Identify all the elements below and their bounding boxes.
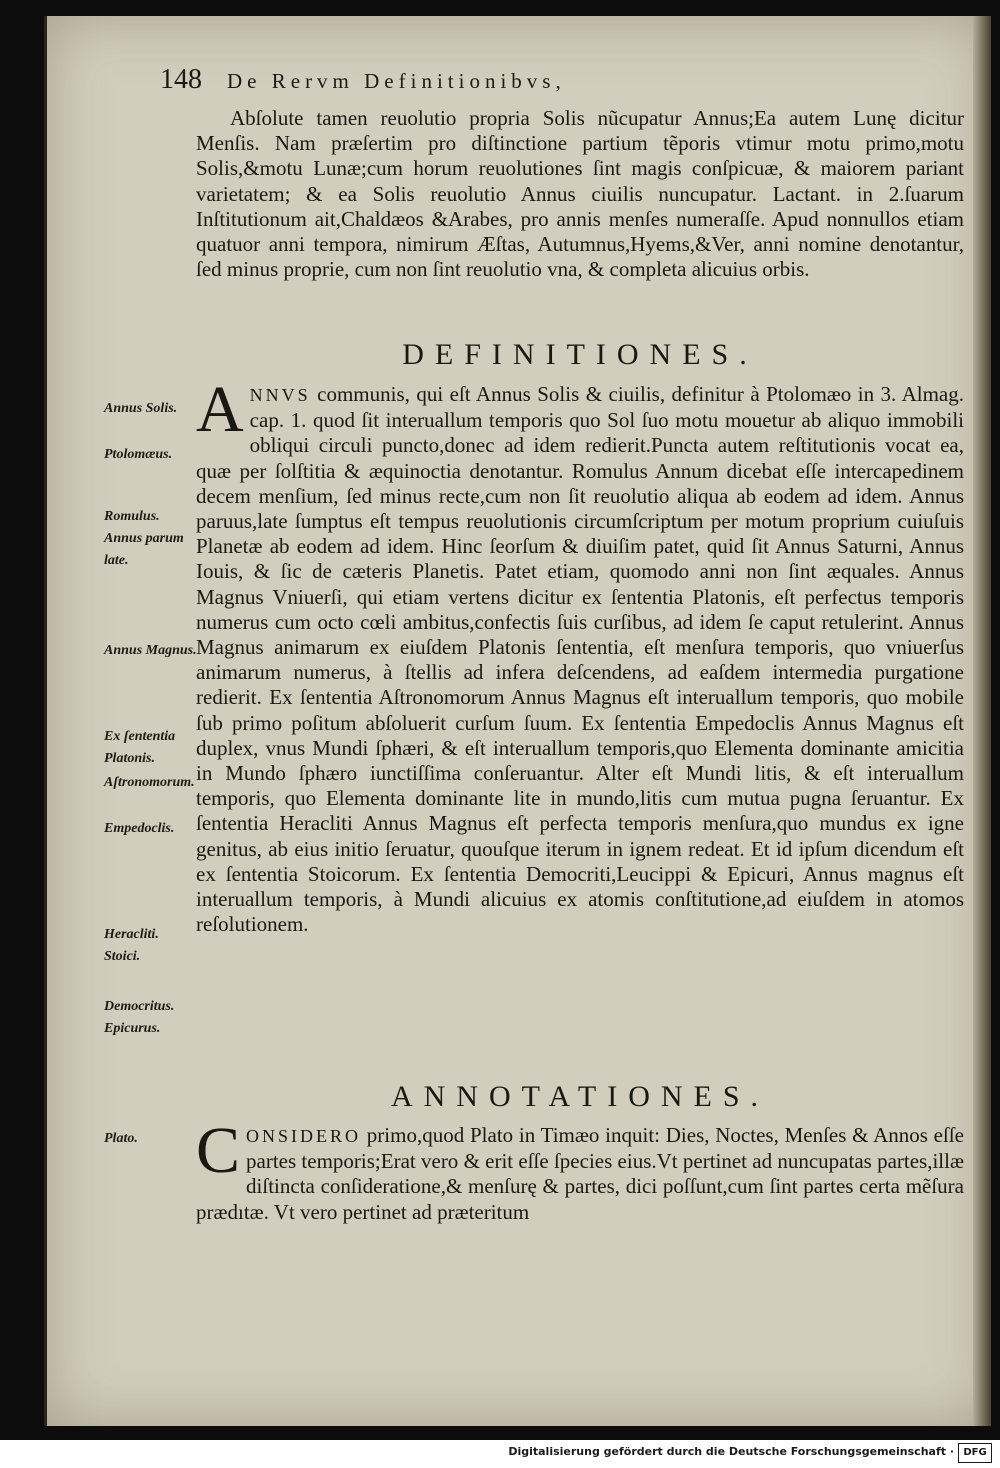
margin-note: Heracliti. <box>104 927 159 942</box>
margin-note: Plato. <box>104 1131 138 1146</box>
definitiones-first-word: NNVS <box>249 385 311 405</box>
margin-note: Epicurus. <box>104 1021 161 1036</box>
annotationes-dropcap: C <box>196 1114 241 1187</box>
margin-note: Stoici. <box>104 949 141 964</box>
margin-note: Annus parum late. <box>104 531 184 568</box>
margin-note: Empedoclis. <box>104 821 175 836</box>
annotationes-heading: ANNOTATIONES. <box>390 1080 770 1113</box>
definitiones-heading: DEFINITIONES. <box>402 338 758 371</box>
running-title: De Rervm Definitionibvs, <box>227 69 566 93</box>
margin-note: Ptolomæus. <box>104 447 173 462</box>
intro-paragraph <box>196 106 964 282</box>
definitiones-paragraph <box>196 373 964 937</box>
margin-note: Romulus. <box>104 509 160 524</box>
footer-credit: Digitalisierung gefördert durch die Deutsche Forschungsgemeinschaft · <box>508 1445 954 1458</box>
running-head <box>160 64 960 96</box>
intro-text: Abſolute tamen reuolutio propria Solis nũcupatur Annus;Ea autem Lunę dicitur Menſis. Nam præſertim pro diſtinctione partium tẽporis vtimur motu primo,motu Solis,&motu Lunæ;cum horum reuolutiones ſint magis conſpicuæ, & maiorem pariant varietatem; & ea Solis reuolutio Annus ciuilis nuncupatur. Lactant. in 2.ſuarum Inſtitutionum ait,Chaldæos &Arabes, pro annis menſes numeraſſe. Apud nonnullos etiam quatuor anni tempora, nimirum Æſtas, Autumnus,Hyems,&Ver, anni nomine denotantur, ſed minus proprie, cum non ſint reuolutio vna, & completa alicuius orbis. <box>196 106 964 282</box>
margin-note: Annus Solis. <box>104 401 178 416</box>
footer-bar <box>0 1440 1000 1468</box>
dfg-logo: DFG <box>958 1443 992 1463</box>
annotationes-paragraph <box>196 1114 964 1225</box>
annotationes-first-word: ONSIDERO <box>246 1126 362 1146</box>
definitiones-dropcap: A <box>196 373 244 446</box>
margin-note: Ex ſententia Platonis. <box>104 729 176 766</box>
margin-note: Aſtronomorum. <box>104 775 195 790</box>
page-number: 148 <box>160 64 202 95</box>
margin-note: Democritus. <box>104 999 175 1014</box>
definitiones-text: communis, qui eſt Annus Solis & ciuilis, definitur à Ptolomæo in 3. Almag. cap. 1. quod ſit interuallum temporis quo Sol ſuo motu mouetur ab aliquo immobili obliqui circuli puncto,donec ad idem redierit.Puncta autem reſtitutionis vocat ea, quæ per ſolſtitia & æquinoctia denotantur. Romulus Annum dicebat eſſe intercapedinem decem menſium, ſed minus recte,cum non ſit reuolutio aliqua ab eodem ad idem. Annus paruus,late ſumptus eſt tempus reuolutionis circumſcriptum per motum proprium cuiuſuis Planetæ ab eodem ad idem. Hinc ſeorſum & diuiſim patet, quid ſit Annus Saturni, Annus Iouis, & ſic de cæteris Planetis. Patet etiam, quomodo anni non ſint æquales. Annus Magnus Vniuerſi, qui etiam vertens dicitur ex ſententia Platonis, eſt perfectus temporis numerus cum octo cœli ambitus,confectis ſuis curſibus, ad idem ſe caput retulerint. Annus Magnus animarum ex eiuſdem Platonis ſententia, eſt menſura temporis, quo vniuerſus animarum numerus, à ſtellis ad infera deſcendens, ad eaſdem intermedia purgatione redierit. Ex ſententia Aſtronomorum Annus Magnus eſt interuallum temporis, quo mobile ſub primo poſitum abſoluerit curſum ſuum. Ex ſententia Empedoclis Annus Magnus eſt duplex, vnus Mundi ſphæri, & eſt interuallum temporis,quo Elementa dominante amicitia in Mundo ſphæro iunctiſſima conſeruantur. Alter eſt Mundi litis, & eſt interuallum temporis, quo Elementa dominante lite in mundo,litis cum mutua pugna ſeruantur. Ex ſententia Heracliti Annus Magnus eſt perfecta temporis menſura,quo mundus ex igne genitus, ab eius initio ſeruatur, quouſque iterum in ignem redeat. Et id ipſum dicendum eſt ex ſententia Stoicorum. Ex ſententia Democriti,Leucippi & Epicuri, Annus magnus eſt interuallum temporis, à Mundi alicuius ex atomis conſtitutione,ad eiuſdem in atomos reſolutionem. <box>196 382 964 937</box>
page-spine-shadow <box>973 16 991 1426</box>
annotationes-text: primo,quod Plato in Timæo inquit: Dies, Noctes, Menſes & Annos eſſe partes temporis;Erat vero & erit eſſe ſpecies eius.Vt pertinet ad nuncupatas partes,illæ diſtincta conſideratione,& menſurę & partes, dici poſſunt,cum ſint partes certa mẽſura prædıtæ. Vt vero pertinet ad præteritum <box>196 1123 964 1224</box>
margin-note: Annus Magnus. <box>104 643 197 658</box>
